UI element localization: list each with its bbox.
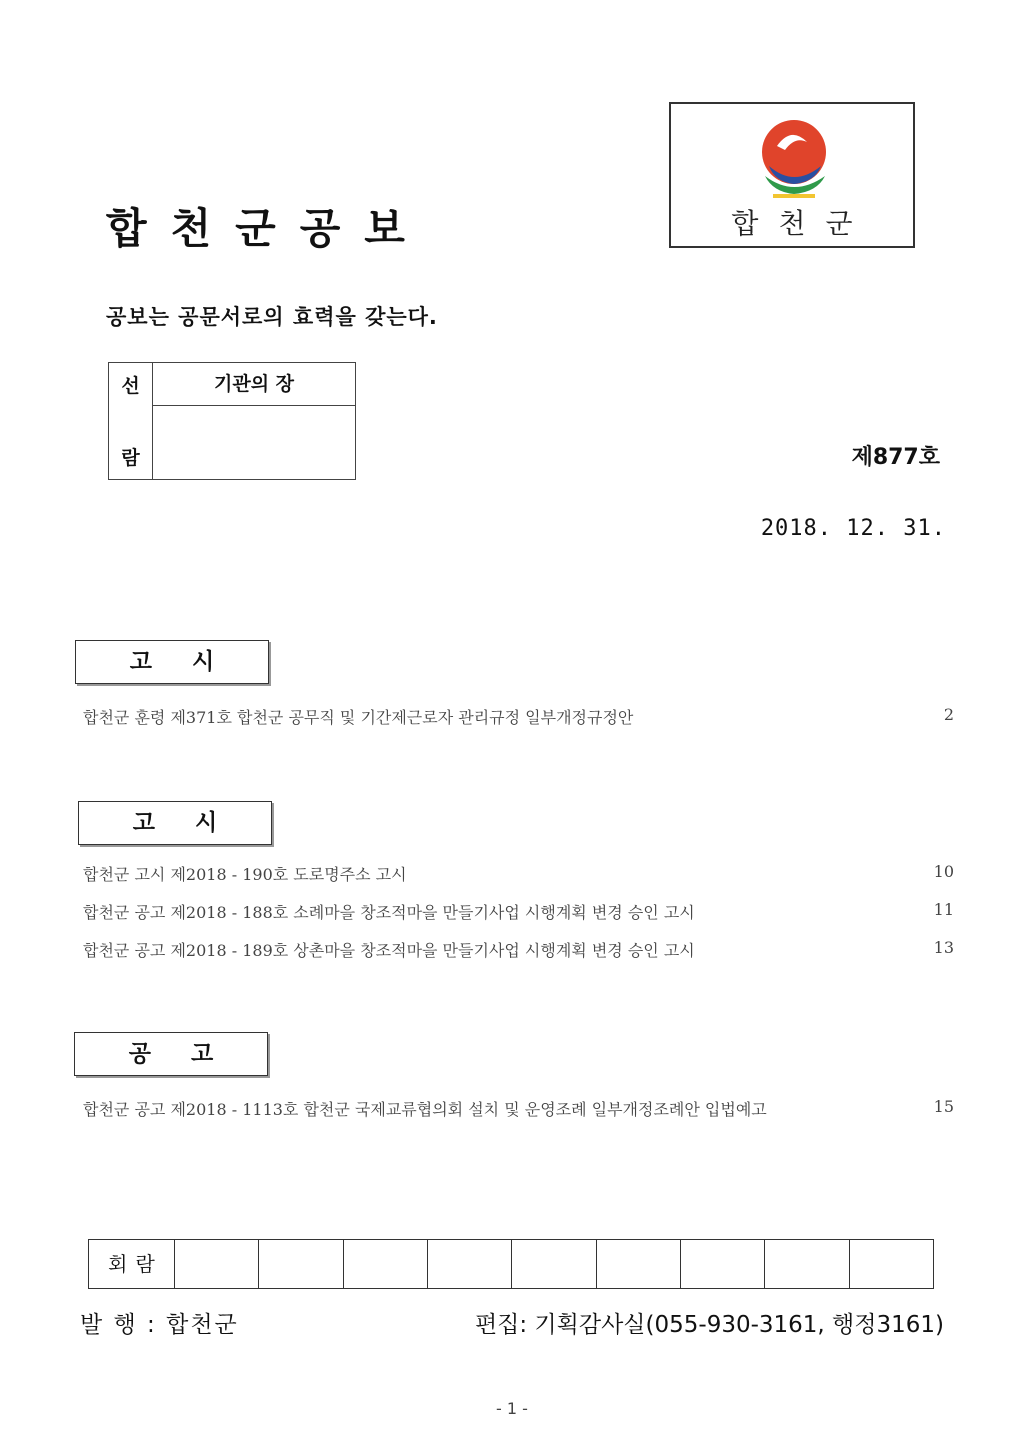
approval-head: 기관의 장 xyxy=(153,363,355,406)
circulation-cell xyxy=(850,1240,933,1288)
circulation-cell xyxy=(597,1240,681,1288)
circulation-cell xyxy=(175,1240,259,1288)
page-number: - 1 - xyxy=(496,1399,528,1418)
toc-entry-page: 2 xyxy=(943,705,954,724)
toc-entry[interactable] xyxy=(83,705,954,731)
toc-entry-text: 합천군 고시 제2018 - 190호 도로명주소 고시 xyxy=(83,865,407,884)
circulation-cell xyxy=(259,1240,343,1288)
toc-entry[interactable] xyxy=(83,938,954,964)
toc-entry-page: 11 xyxy=(933,900,954,919)
toc-entry-text: 합천군 공고 제2018 - 1113호 합천군 국제교류협의회 설치 및 운영조례 일부개정조례안 입법예고 xyxy=(83,1100,767,1119)
toc-entry-text: 합천군 공고 제2018 - 188호 소례마을 창조적마을 만들기사업 시행계획 변경 승인 고시 xyxy=(83,903,695,922)
toc-entry[interactable] xyxy=(83,862,954,888)
approval-table xyxy=(108,362,356,480)
county-emblem-icon xyxy=(755,116,833,200)
gazette-title: 합천군공보 xyxy=(106,204,429,253)
section-title-1: 고시 xyxy=(75,640,269,684)
circulation-cell xyxy=(428,1240,512,1288)
section-title-3: 공고 xyxy=(74,1032,268,1076)
county-logo xyxy=(669,102,915,248)
toc-entry-page: 15 xyxy=(933,1097,954,1116)
issue-number: 제877호 xyxy=(851,445,940,470)
issue-date: 2018. 12. 31. xyxy=(760,516,946,541)
publisher: 발 행 : 합천군 xyxy=(80,1312,239,1338)
approval-side-label xyxy=(109,363,153,479)
toc-entry-page: 13 xyxy=(933,938,954,957)
logo-text: 합천군 xyxy=(731,207,873,240)
toc-entry[interactable] xyxy=(83,900,954,926)
toc-entry-page: 10 xyxy=(933,862,954,881)
circulation-table xyxy=(88,1239,934,1289)
circulation-cell xyxy=(765,1240,849,1288)
toc-entry-text: 합천군 훈령 제371호 합천군 공무직 및 기간제근로자 관리규정 일부개정규정안 xyxy=(83,708,634,727)
approval-side-top: 선 xyxy=(121,375,140,397)
circulation-cell xyxy=(512,1240,596,1288)
approval-side-bottom: 람 xyxy=(121,447,140,469)
circulation-cell xyxy=(344,1240,428,1288)
toc-entry[interactable] xyxy=(83,1097,954,1123)
circulation-cell xyxy=(681,1240,765,1288)
editor-contact: 편집: 기획감사실(055-930-3161, 행정3161) xyxy=(474,1312,944,1338)
section-title-2: 고시 xyxy=(78,801,272,845)
gazette-subtitle: 공보는 공문서로의 효력을 갖는다. xyxy=(106,305,438,329)
toc-entry-text: 합천군 공고 제2018 - 189호 상촌마을 창조적마을 만들기사업 시행계획 변경 승인 고시 xyxy=(83,941,695,960)
circulation-label: 회람 xyxy=(89,1240,175,1288)
